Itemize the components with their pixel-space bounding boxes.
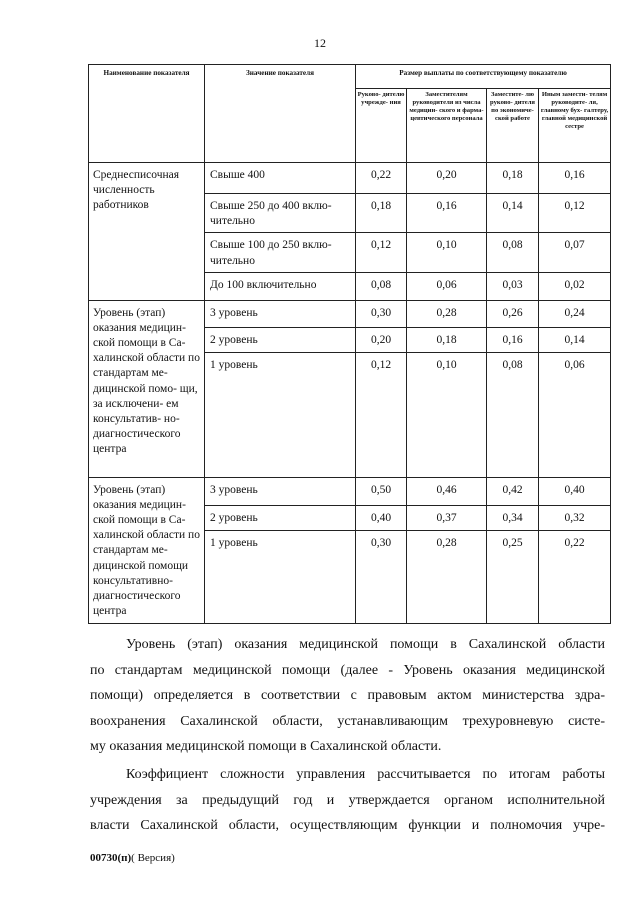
coef-cell: 0,34 — [487, 505, 539, 531]
coef-cell: 0,50 — [356, 477, 407, 505]
coef-cell: 0,18 — [407, 327, 487, 352]
coef-cell: 0,07 — [539, 233, 611, 272]
table-row — [89, 300, 611, 327]
page-number: 12 — [314, 36, 326, 50]
paragraph-line: помощи) определяется в соответствии с правовым актом министерства здра- — [90, 688, 605, 703]
coef-cell: 0,03 — [487, 272, 539, 300]
indicator-value: Свыше 400 — [205, 163, 356, 194]
coef-cell: 0,40 — [356, 505, 407, 531]
document-code: 00730(п) — [90, 852, 132, 864]
payment-coefficient-table — [88, 64, 611, 624]
indicator-value: 2 уровень — [205, 327, 356, 352]
indicator-value: 3 уровень — [205, 300, 356, 327]
indicator-name: Среднесписочная численность работников — [89, 163, 205, 301]
coef-cell: 0,16 — [407, 194, 487, 233]
header-economic-deputy: Заместите- лю руково- дителя по экономиче- ской работе — [487, 89, 539, 163]
paragraph-line: Коэффициент сложности управления рассчитывается по итогам работы — [126, 767, 605, 782]
indicator-value: До 100 включительно — [205, 272, 356, 300]
paragraph-care-level — [90, 632, 605, 760]
coef-cell: 0,46 — [407, 477, 487, 505]
header-indicator-name: Наименование показателя — [89, 65, 205, 163]
paragraph-complexity-coefficient — [90, 762, 605, 839]
coef-cell: 0,18 — [356, 194, 407, 233]
table-row — [89, 477, 611, 505]
coef-cell: 0,26 — [487, 300, 539, 327]
coef-cell: 0,28 — [407, 300, 487, 327]
header-medical-deputies: Заместителям руководителя из числа медицин- ского и фарма- цевтического персонала — [407, 89, 487, 163]
coef-cell: 0,30 — [356, 300, 407, 327]
indicator-name: Уровень (этап) оказания медицин- ской помощи в Са- халинской области по стандартам ме- дицинской помо- щи, за исключени- ем консультатив- но- диагностического центра — [89, 300, 205, 477]
indicator-name: Уровень (этап) оказания медицин- ской помощи в Са- халинской области по стандартам ме- дицинской помощи консультативно- диагностического центра — [89, 477, 205, 624]
indicator-value: 2 уровень — [205, 505, 356, 531]
coef-cell: 0,14 — [487, 194, 539, 233]
coef-cell: 0,12 — [356, 352, 407, 477]
indicator-value: 1 уровень — [205, 531, 356, 624]
coef-cell: 0,08 — [356, 272, 407, 300]
header-other-deputies: Иным замести- телям руководите- ля, главному бух- галтеру, главной медицинской сестре — [539, 89, 611, 163]
indicator-value: Свыше 250 до 400 вклю- чительно — [205, 194, 356, 233]
table-row — [89, 163, 611, 194]
coef-cell: 0,08 — [487, 233, 539, 272]
coef-cell: 0,06 — [539, 352, 611, 477]
coef-cell: 0,42 — [487, 477, 539, 505]
coef-cell: 0,22 — [539, 531, 611, 624]
coef-cell: 0,18 — [487, 163, 539, 194]
coef-cell: 0,20 — [356, 327, 407, 352]
indicator-value: Свыше 100 до 250 вклю- чительно — [205, 233, 356, 272]
coef-cell: 0,08 — [487, 352, 539, 477]
coef-cell: 0,16 — [539, 163, 611, 194]
coef-cell: 0,20 — [407, 163, 487, 194]
indicator-value: 1 уровень — [205, 352, 356, 477]
coef-cell: 0,30 — [356, 531, 407, 624]
paragraph-line: учреждения за предыдущий год и утверждается органом исполнительной — [90, 792, 605, 808]
header-indicator-value: Значение показателя — [205, 65, 356, 163]
paragraph-line: по стандартам медицинской помощи (далее - Уровень оказания медицинской — [90, 662, 605, 678]
paragraph-line: власти Сахалинской области, осуществляющим функции и полномочия учре- — [90, 818, 605, 833]
paragraph-line: му оказания медицинской помощи в Сахалинской области. — [90, 739, 442, 754]
coef-cell: 0,28 — [407, 531, 487, 624]
coef-cell: 0,25 — [487, 531, 539, 624]
document-footer — [90, 852, 175, 864]
coef-cell: 0,12 — [356, 233, 407, 272]
header-payment-size: Размер выплаты по соответствующему показателю — [356, 65, 611, 89]
coef-cell: 0,37 — [407, 505, 487, 531]
coef-cell: 0,10 — [407, 352, 487, 477]
coef-cell: 0,10 — [407, 233, 487, 272]
coef-cell: 0,22 — [356, 163, 407, 194]
paragraph-line: Уровень (этап) оказания медицинской помощи в Сахалинской области — [126, 637, 605, 652]
coef-cell: 0,40 — [539, 477, 611, 505]
coef-cell: 0,16 — [487, 327, 539, 352]
coef-cell: 0,24 — [539, 300, 611, 327]
coef-cell: 0,14 — [539, 327, 611, 352]
coef-cell: 0,02 — [539, 272, 611, 300]
document-version: ( Версия) — [131, 852, 175, 864]
header-head-of-institution: Руково- дителю учрежде- ния — [356, 89, 407, 163]
paragraph-line: воохранения Сахалинской области, устанавливающим трехуровневую систе- — [90, 713, 605, 729]
coef-cell: 0,12 — [539, 194, 611, 233]
coef-cell: 0,06 — [407, 272, 487, 300]
indicator-value: 3 уровень — [205, 477, 356, 505]
coef-cell: 0,32 — [539, 505, 611, 531]
